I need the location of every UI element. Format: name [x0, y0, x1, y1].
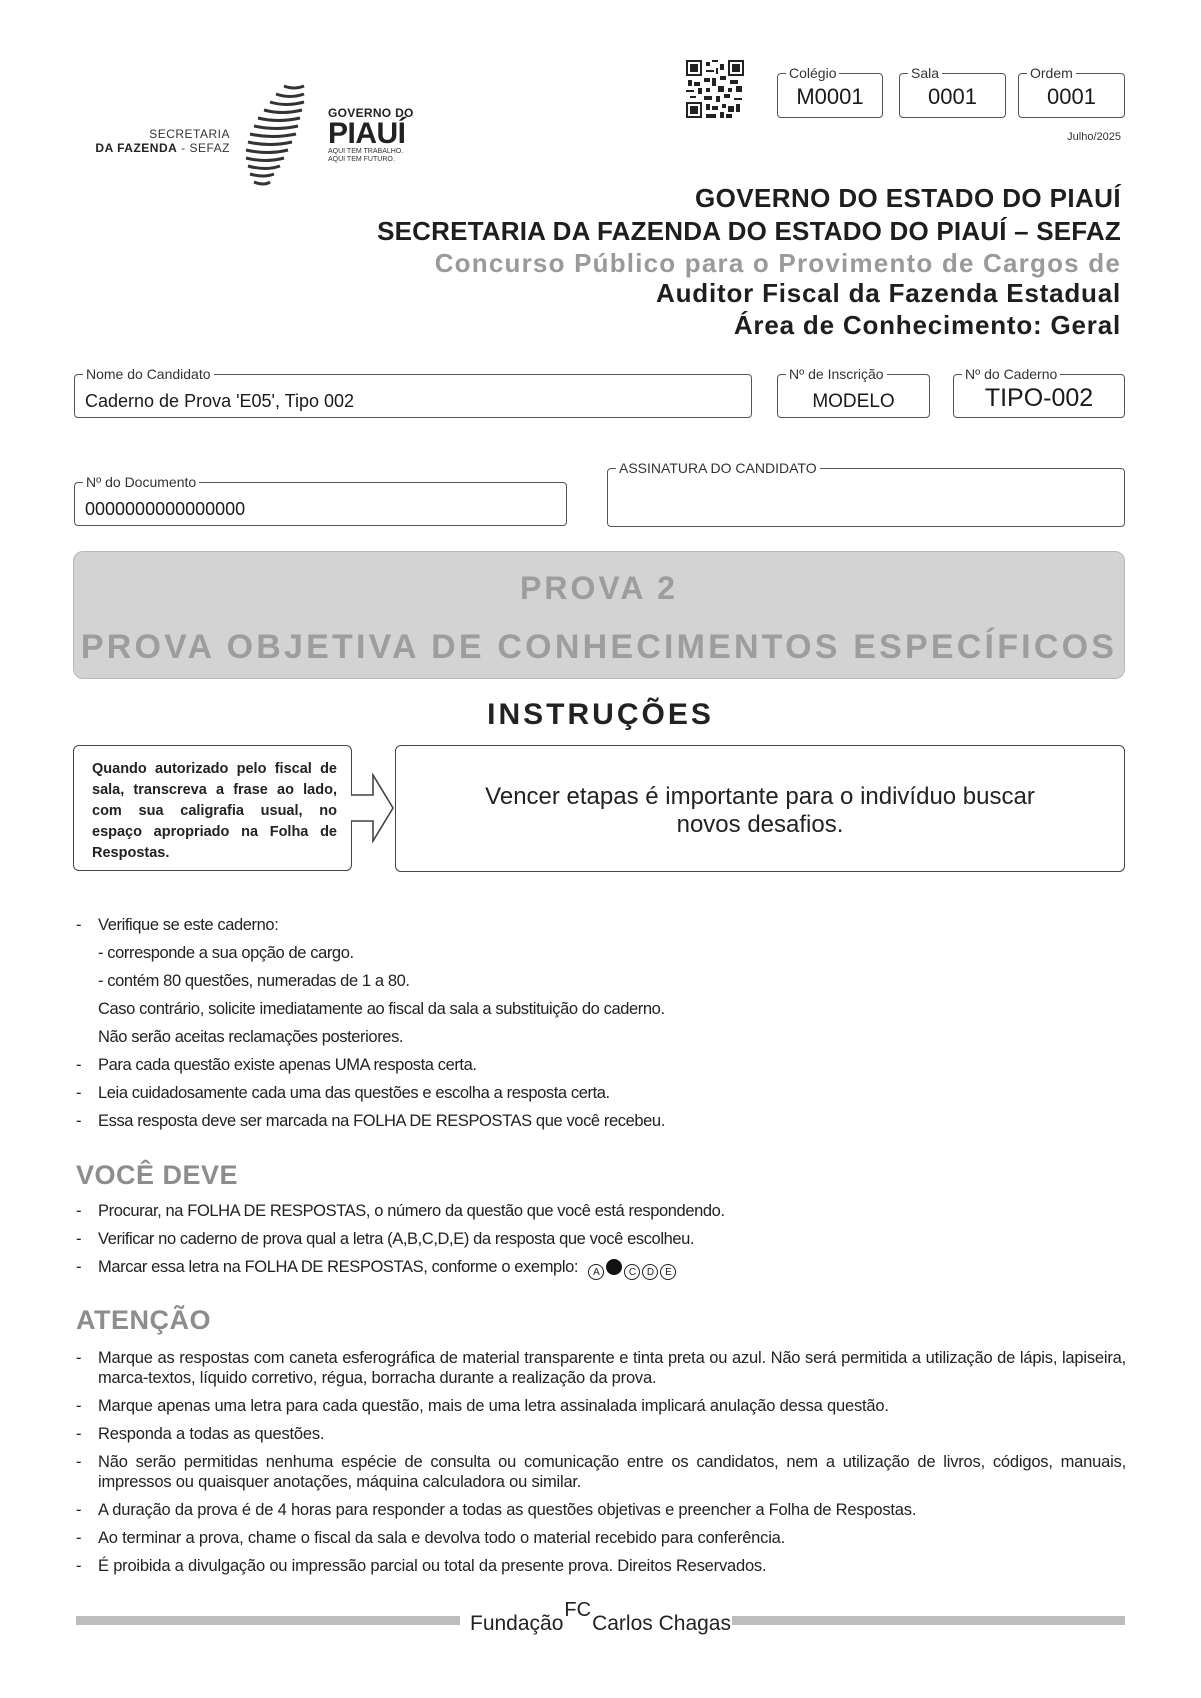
prova-title: PROVA OBJETIVA DE CONHECIMENTOS ESPECÍFICOS [80, 628, 1118, 666]
list-item: - Leia cuidadosamente cada uma das questões e escolha a resposta certa. [76, 1084, 610, 1102]
piaui-stripes-logo-icon [244, 82, 314, 190]
bubble-a-icon: A [588, 1264, 604, 1280]
bubble-c-icon: C [624, 1264, 640, 1280]
piaui-logo-motto2: AQUI TEM FUTURO. [328, 156, 395, 163]
atencao-item: A duração da prova é de 4 horas para responder a todas as questões objetivas e preencher a Folha de Respostas. [98, 1501, 917, 1519]
footer-divider-right [732, 1616, 1125, 1625]
voce-deve-heading: VOCÊ DEVE [76, 1160, 239, 1190]
instructions-title: INSTRUÇÕES [487, 698, 714, 731]
atencao-item: Responda a todas as questões. [98, 1425, 325, 1443]
sefaz-logo-rest: - SEFAZ [177, 141, 230, 155]
assinatura-field[interactable] [607, 460, 1125, 527]
voce-deve-list [76, 1201, 1126, 1288]
prova-banner [73, 551, 1125, 679]
inscricao-field[interactable] [777, 366, 930, 418]
voce-deve-item: Procurar, na FOLHA DE RESPOSTAS, o número da questão que você está respondendo. [98, 1202, 725, 1220]
list-item: - Responda a todas as questões. [76, 1425, 325, 1443]
checklist-intro: Verifique se este caderno: [98, 916, 279, 934]
qr-code-icon [686, 60, 744, 118]
ordem-label: Ordem [1027, 65, 1076, 81]
list-item: - Marque as respostas com caneta esferográfica de material transparente e tinta preta ou azul. Não será permitida a utilização de lápis, lapiseira, marca-textos, líquido corretivo, régua, borracha durante a realização da prova. [76, 1349, 1126, 1387]
caderno-field[interactable] [953, 366, 1125, 418]
colegio-value: M0001 [796, 84, 864, 109]
sefaz-logo [60, 127, 230, 155]
phrase-text: Vencer etapas é importante para o indivíduo buscar novos desafios. [485, 783, 1035, 838]
ordem-field [1018, 65, 1125, 118]
inscricao-label: Nº de Inscrição [786, 366, 887, 382]
title-cargo: Auditor Fiscal da Fazenda Estadual [656, 278, 1121, 308]
title-block [377, 182, 1121, 342]
nome-candidato-field[interactable] [74, 366, 752, 418]
documento-value: 0000000000000000 [85, 499, 246, 519]
atencao-item: Não serão permitidas nenhuma espécie de consulta ou comunicação entre os candidatos, nem a utilização de livros, códigos, manuais, impressos ou quaisquer anotações, máquina calculadora ou similar. [98, 1453, 1126, 1491]
title-concurso: Concurso Público para o Provimento de Cargos de [434, 248, 1121, 278]
colegio-label: Colégio [786, 65, 839, 81]
list-item: - A duração da prova é de 4 horas para responder a todas as questões objetivas e preencher a Folha de Respostas. [76, 1501, 917, 1519]
date: Julho/2025 [1067, 131, 1121, 143]
sefaz-logo-bold: DA FAZENDA [95, 141, 178, 155]
sala-label: Sala [908, 65, 942, 81]
list-item: - Marque apenas uma letra para cada questão, mais de uma letra assinalada implicará anulação dessa questão. [76, 1397, 889, 1415]
list-item: - Marcar essa letra na FOLHA DE RESPOSTAS, conforme o exemplo: A C D E [76, 1257, 1126, 1280]
piaui-logo-motto1: AQUI TEM TRABALHO. [328, 148, 404, 155]
bubble-b-filled-icon [606, 1259, 622, 1275]
atencao-item: Marque apenas uma letra para cada questão, mais de uma letra assinalada implicará anulação dessa questão. [98, 1397, 889, 1415]
atencao-item: É proibida a divulgação ou impressão parcial ou total da presente prova. Direitos Reservados. [98, 1557, 767, 1575]
voce-deve-item: Verificar no caderno de prova qual a letra (A,B,C,D,E) da resposta que você escolheu. [98, 1230, 695, 1248]
list-item: - contém 80 questões, numeradas de 1 a 80. [98, 972, 410, 990]
list-item: - corresponde a sua opção de cargo. [98, 944, 354, 962]
sala-field [899, 65, 1006, 118]
atencao-item: Marque as respostas com caneta esferográfica de material transparente e tinta preta ou azul. Não será permitida a utilização de lápis, lapiseira, marca-textos, líquido corretivo, régua, borracha durante a realização da prova. [98, 1349, 1126, 1387]
transcription-note: Quando autorizado pelo fiscal de sala, transcreva a frase ao lado, com sua caligrafia usual, no espaço apropriado na Folha de Respostas. [73, 745, 352, 871]
piaui-logo [328, 106, 414, 164]
list-item: - Procurar, na FOLHA DE RESPOSTAS, o número da questão que você está respondendo. [76, 1202, 725, 1220]
fcc-mark-icon: FC [564, 1599, 592, 1621]
assinatura-label: ASSINATURA DO CANDIDATO [616, 460, 820, 476]
checklist-item: Essa resposta deve ser marcada na FOLHA DE RESPOSTAS que você recebeu. [98, 1112, 665, 1130]
caderno-value: TIPO-002 [984, 384, 1094, 412]
piaui-logo-gov: GOVERNO DO [328, 106, 414, 120]
prova-number: PROVA 2 [520, 570, 678, 606]
checklist-item: Leia cuidadosamente cada uma das questões e escolha a resposta certa. [98, 1084, 610, 1102]
list-item: Caso contrário, solicite imediatamente ao fiscal da sala a substituição do caderno. [98, 1000, 665, 1018]
arrow-right-icon [351, 773, 395, 843]
checklist [76, 915, 1126, 1139]
nome-candidato-label: Nome do Candidato [83, 366, 214, 382]
bubble-e-icon: E [660, 1264, 676, 1280]
fcc-logo-right: Carlos Chagas [592, 1612, 731, 1635]
list-item: - Ao terminar a prova, chame o fiscal da sala e devolva todo o material recebido para conferência. [76, 1529, 786, 1547]
title-governo: GOVERNO DO ESTADO DO PIAUÍ [695, 183, 1121, 213]
colegio-field [777, 65, 883, 118]
documento-field[interactable] [74, 474, 567, 526]
list-item: - Verifique se este caderno: [76, 916, 279, 934]
checklist-item: Para cada questão existe apenas UMA resposta certa. [98, 1056, 477, 1074]
ordem-value: 0001 [1047, 84, 1096, 109]
title-secretaria: SECRETARIA DA FAZENDA DO ESTADO DO PIAUÍ – SEFAZ [377, 216, 1121, 246]
documento-label: Nº do Documento [83, 474, 199, 490]
sala-value: 0001 [928, 84, 977, 109]
list-item: - É proibida a divulgação ou impressão parcial ou total da presente prova. Direitos Reservados. [76, 1557, 767, 1575]
atencao-heading: ATENÇÃO [76, 1305, 211, 1335]
footer-divider-left [76, 1616, 460, 1625]
list-item: Não serão aceitas reclamações posteriores. [98, 1028, 404, 1046]
atencao-item: Ao terminar a prova, chame o fiscal da sala e devolva todo o material recebido para conferência. [98, 1529, 786, 1547]
transcription-phrase [395, 745, 1125, 872]
bubble-d-icon: D [642, 1264, 658, 1280]
inscricao-value: MODELO [812, 391, 895, 412]
fcc-logo-left: Fundação [470, 1612, 564, 1635]
title-area: Área de Conhecimento: Geral [733, 310, 1121, 340]
list-item: - Para cada questão existe apenas UMA resposta certa. [76, 1056, 477, 1074]
answer-example [588, 1258, 678, 1276]
list-item: - Essa resposta deve ser marcada na FOLHA DE RESPOSTAS que você recebeu. [76, 1112, 665, 1130]
caderno-label: Nº do Caderno [962, 366, 1060, 382]
list-item: - Verificar no caderno de prova qual a letra (A,B,C,D,E) da resposta que você escolheu. [76, 1230, 695, 1248]
piaui-logo-name: PIAUÍ [328, 117, 406, 150]
list-item: - Não serão permitidas nenhuma espécie de consulta ou comunicação entre os candidatos, nem a utilização de livros, códigos, manuais, impressos ou quaisquer anotações, máquina calculadora ou similar. [76, 1453, 1126, 1491]
fcc-logo [470, 1599, 731, 1636]
atencao-list [76, 1348, 1126, 1584]
nome-candidato-value: Caderno de Prova 'E05', Tipo 002 [85, 391, 355, 411]
sefaz-logo-line1: SECRETARIA [149, 127, 230, 141]
voce-deve-item: Marcar essa letra na FOLHA DE RESPOSTAS, conforme o exemplo: [98, 1258, 579, 1276]
